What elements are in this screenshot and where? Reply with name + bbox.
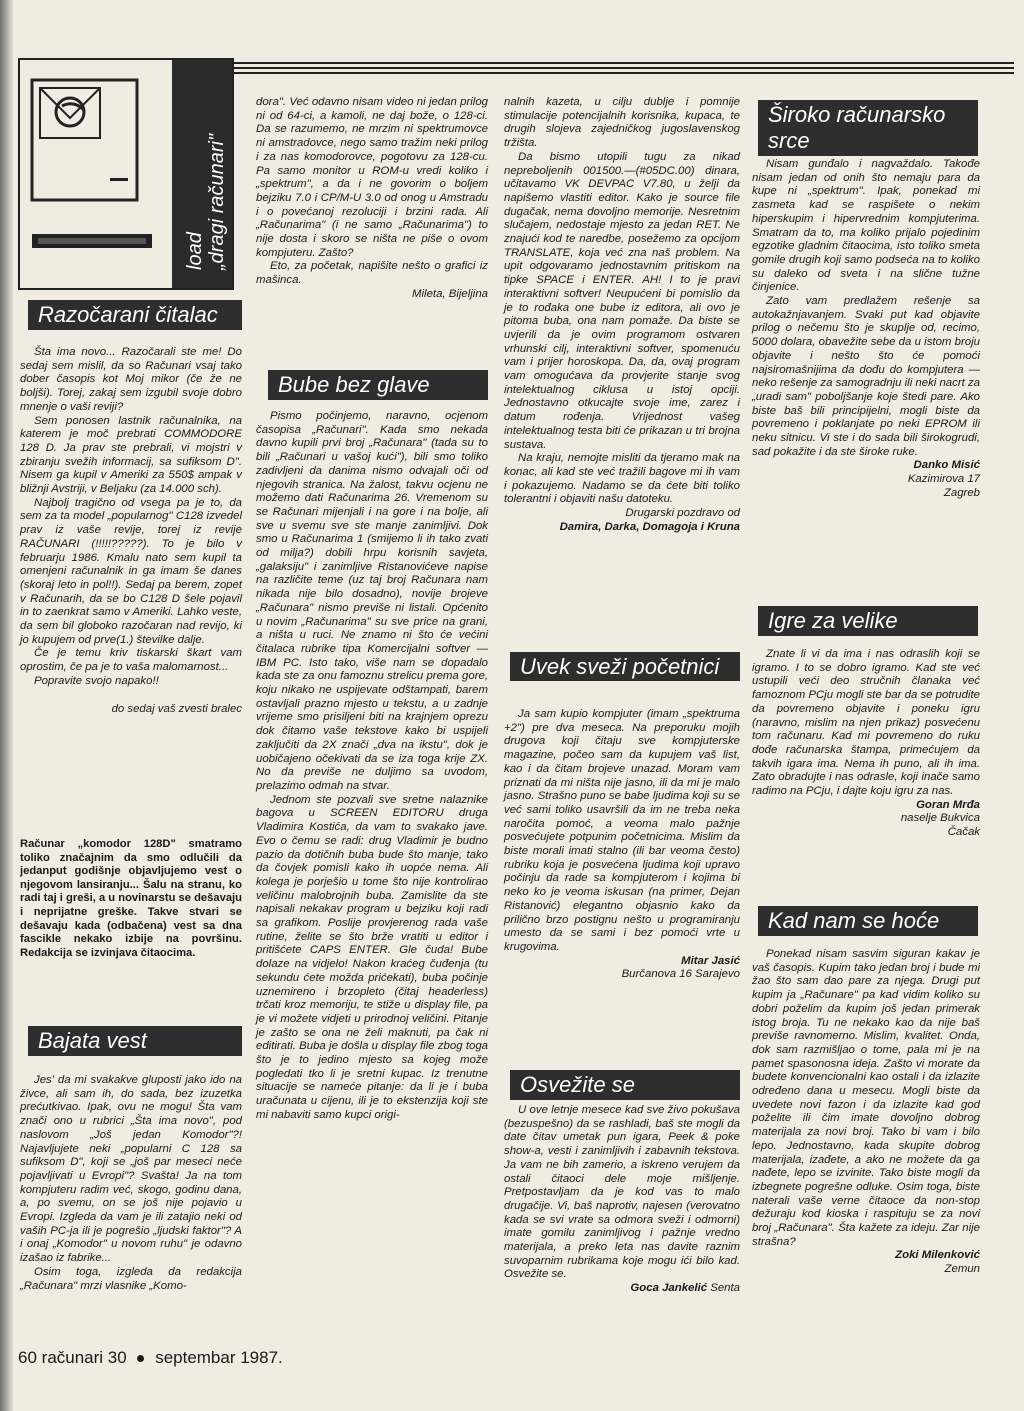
header-rule xyxy=(232,62,1014,74)
heading-kad-nam-se-hoce: Kad nam se hoće xyxy=(758,906,978,936)
signature-city: Senta xyxy=(710,1282,740,1295)
signature-city: Zemun xyxy=(944,1263,980,1276)
signature-address: Burčanova 16 Sarajevo xyxy=(621,968,740,981)
heading-igre-za-velike: Igre za velike xyxy=(758,606,978,636)
paragraph: Sem ponosen lastnik računalnika, na katerem je moč prebrati COMMODORE 128 D. Ja prav ste prebrali, vi mojstri v zbiranju svežih informacij, sa sufiksom D". Nisem ga kupil v Ameriki za 550$ ampak v bližnji Avstriji, v Beljaku (za 14.000 sch). xyxy=(20,414,242,496)
paragraph: Da bismo utopili tugu za nikad nepreboljenih 001500.—(#05DC.00) dinara, učitavamo VK DEVPAC V7.80, u želji da napišemo vlastiti editor. Kako je source file dugačak, nema dovoljno memorije. Nesretnim slučajem, nedostaje mjesto za jedan RET. Ne znajući kod te naredbe, posežemo za opcijom TRANSLATE, koja već zna naš problem. Na upit odgovaramo jednostavnim pritiskom na tipke SPACE i ENTER. AH! I to je pravi interaktivni softver! Neupućeni bi pomislio da je to rođaka one bube iz editora, ali ovo je pitoma buba, ona nam pomaže. Da biste se uvjerili da je ovim programom ostvaren vrhunski cilj, interaktivni softver, spomenuću vam i prijer horoskopa. Da, da, ovaj program vam omogućava da provjerite stanje svog intelektualnog ciklusa u istoj opciji. Jednostavno otkucajte svoje ime, zarez i datum rođenja. Vrijednost vašeg intelektualnog testa biti će prikazan u tri brojna sustava. xyxy=(504,150,740,451)
letter-kad-nam xyxy=(752,948,980,1277)
column-logo xyxy=(18,58,234,290)
paragraph: Znate li vi da ima i nas odraslih koji se igramo. I to se dobro igramo. Kad ste već ustupili veći deo stručnih članaka već famoznom PCju mogli ste bar da se potrudite da povremeno objavite i poneku igru (naravno, mislim na njen prikaz) posvećenu tom računaru. Kad mi povremeno do ruku dođe računarska štampa, primećujem da takvih igara ima. Nema ih puno, ali ih ima. Zato obradujte i nas odrasle, koji inače samo radimo na PCju, i dajte koju igru za nas. xyxy=(752,648,980,798)
signature: do sedaj vaš zvesti bralec xyxy=(111,702,242,715)
heading-bube-bez-glave: Bube bez glave xyxy=(268,370,488,400)
signature xyxy=(504,1282,740,1296)
paragraph: Najbolj tragično od vsega pa je to, da sem za ta model „popularnog" C128 izvedel prav iz vaše revije, torej iz revije RAČUNARI (!!!!!?????). To je bilo v februarju 1986. Kmalu nato sem kupil ta omenjeni računalnik in ga imam še danes (skoraj leto in pol!!). Sedaj pa berem, zopet v Računarih, da se bo C128 D šele pojavil in to zaenkrat samo v Ameriki. Lahko veste, da sem bil globoko razočaran nad revijo, ki jo kupujem od prve(1.) številke dalje. xyxy=(20,496,242,646)
paragraph: Osim toga, izgleda da redakcija „Računara" mrzi vlasnike „Komo- xyxy=(20,1265,242,1292)
signature: Damira, Darka, Domagoja i Kruna xyxy=(559,520,740,533)
paragraph: Jes' da mi svakakve gluposti jako ido na živce, ali sam ih, do sada, bez izuzetka prećutkivao. Ipak, ovu ne mogu! Šta vam znači ono u rubrici „Šta ima novo", pod naslovom „Još jedan Komodor"?! Najavljujete neki „popularni C 128 sa sufiksom D", koji se „još par meseci neće pojavljivati u Evropi"? Svašta! Ja na tom kompjuteru radim već, skogo, godinu dana, a, po svemu, on se još nije pojavio u Evropi. Izgleda da vam je ili zatajio neki od vaših PC-ja ili je pogrešio „ljudski faktor"? A i onaj „Komodor" u novom ruhu" je odavno izašao iz fabrike... xyxy=(20,1074,242,1265)
paragraph: Popravite svojo napako!! xyxy=(34,674,159,687)
paragraph: Ponekad nisam sasvim siguran kakav je vaš časopis. Kupim tako jedan broj i bude mi žao što sam dao pare za njega. Drugi put kupim ja „Računare" pa kad vidim koliko su dobri poželim da kupim još jedan primerak istog broja. Tu ne nekako kao da nije baš previše ravnomerno. Mislim, kvalitet. Onda, dok sam razmišljao o tome, pala mi je na pamet spasonosna ideja. Zašto vi morate da budete konvencionalni kao ostali i da izlazite određeno dana u mesecu. Mogli biste da uvedete novi fazon i da izlazite kad god poželite ili čim imate dovoljno dobrog materijala za novi broj. Tako bi vam i bilo lepo. Jednostavno, kada skupite dobrog materijala, izađete, a ako ne možete da ga nađete, lepo se izvinite. Tako biste mogli da izbegnete pogrešne odluke. Osim toga, biste naterali vaše verne čitaoce da non-stop dežuraju kod kioska i raspituju se za novi broj „Računara". Šta kažete za ideju. Zar nije strašna? xyxy=(752,948,980,1248)
letter-osvezite xyxy=(504,1104,740,1296)
paragraph: dora". Već odavno nisam video ni jedan prilog ni od 64-ci, a kamoli, ne daj bože, o 128-ci. Da se razumemo, ne mrzim ni spektrumovce ni amstradovce, nego samo tražim neki prilog i za nas komodorovce, pogotovu za 128-cu. Pa samo monitor u ROM-u vredi koliko i „spektrum", a da i ne govorim o boljem bejziku 7.0 i CP/M-U 3.0 od onog u Amstradu i o povećanoj rezoluciji i brzini rada. Ali „Računarima" (i ne samo „Računarima") to nije dosta i skoro se ništa ne piše o ovom kompjuteru. Zašto? xyxy=(256,96,488,259)
paragraph: Nisam gunđalo i nagvaždalo. Takođe nisam jedan od onih što nemaju para da kupe ni „spektrum". Ipak, ponekad mi zasmeta kad se raspišete o nekim hiperskupim i hipervrednim kompjuterima. Smatram da to, ma koliko prijalo pojedinim egzotike gladnim čitaocima, isto toliko smeta gomile drugih koji samo podseća na to koliko su daleko od sveta i na slične tužne činjenice. xyxy=(752,158,980,294)
letter-siroko xyxy=(752,158,980,501)
page-number: 60 xyxy=(18,1348,37,1367)
computer-envelope-icon xyxy=(22,62,172,286)
signature: Mitar Jasić xyxy=(681,954,740,967)
heading-osvezite-se: Osvežite se xyxy=(510,1070,740,1100)
paragraph: Jednom ste pozvali sve sretne nalaznike bagova u SCREEN EDITORU druga Vladimira Kostića, da vam to svakako jave. Evo o čemu se radi: drug Vladimir je budno pazio da dotičnih buba bude što manje, tako da čovjek pomisli kako ih uopće nema. Ali kolega je porješio u tome što nije kontrolirao veličinu malobrojnih buba. Zamislite da ste napisali nekakav program u bejziku koji radi sa grafikom. Poslije provjerenog rada vaše rutine, želite se što brže vratiti u editor i pritišćete CAPS ENTER. Gle čuda! Bube dolaze na vidjelo! Nakon kraćeg čuđenja (tu sekundu ćete možda prićekati), buba počinje uznemireno i brzopleto (čitaj headerless) trčati kroz memoriju, te stiže u display file, pa je vi možete vidjeti u prirodnoj veličini. Pitanje je zašto se ona ne želi maknuti, pa čak ni editirati. Buba je došla u display file zbog toga što je to jedino mjesto sa kojeg može pogledati tko li je sretni kupac. Iz trenutne situacije se nameće pitanje: da li je i buba uračunata u cijenu, ili je to ekstenzija koji ste mi nabaviti samo kupci origi- xyxy=(256,793,488,1121)
scan-edge xyxy=(0,0,14,1411)
signature-address: naselje Bukvica xyxy=(900,812,980,825)
paragraph: Ja sam kupio kompjuter (imam „spektruma +2") pre dva meseca. Na preporuku mojih drugova koji čitaju sve kompjuterske magazine, počeo sam da kupujem vaš list, kao i da čitam brojeve unazad. Moram vam priznati da mi ništa nije jasno, ili da mi je malo jasno. Strašno puno se babe ljudima koji su se već sami toliko usavršili da im ne treba neka naročita pomoć, a veoma malo pažnje posvećujete potpunim početnicima. Mislim da biste morali imati stalno (ili bar veoma često) rubriku koja je posvećena ljudima koji upravo počinju da rade sa kompjuterom i kojima bi neko ko je veoma iskusan (na primer, Dejan Ristanović) elegantno objasnio kako da prilično brzo postignu nešto u programiranju umesto da se sami i bez pomoći vrte u krugovima. xyxy=(504,708,740,953)
paragraph: Eto, za početak, napišite nešto o grafici iz mašinca. xyxy=(256,260,488,287)
signature-address: Kazimirova 17 xyxy=(907,473,980,486)
signature: Mileta, Bijeljina xyxy=(412,287,488,300)
signature: Danko Misić xyxy=(913,459,980,472)
column-2 xyxy=(256,96,488,302)
letter-uvek-svezi xyxy=(504,708,740,982)
letter-bube xyxy=(256,410,488,1123)
letter-razocarani xyxy=(20,346,242,716)
paragraph: Na kraju, nemojte misliti da tjeramo mak na konac, ali kad ste već tražili bagove mi ih vam i pokazujemo. Nadamo se da ćete biti toliko tolerantni i objaviti našu datoteku. xyxy=(504,452,740,506)
paragraph: Če je temu kriv tiskarski škart vam oprostim, če pa je to vaša malomarnost... xyxy=(20,647,242,674)
magazine-name: računari 30 xyxy=(41,1348,127,1367)
bullet-icon xyxy=(137,1355,144,1362)
paragraph: Pismo počinjemo, naravno, ocjenom časopisa „Računari". Kada smo nekada davno kupili prvi broj „Računara" (tada su to bili „Računari u vašoj kući"), bili smo toliko zadivljeni da danima nismo odvajali oči od njegovih stranica. Na žalost, takvu ocjenu ne možemo dati Računarima 26. Vremenom su se Računari mijenjali i na gore i na bolje, ali sve u svemu sve ste manje zanimljivi. Dok smo u Računarima 1 (smijemo li ih tako zvati od milja?) dobili hrpu korisnih savjeta, „galaksiju" i zanimljive Ristanovićeve napise na različite teme (uz taj broj Računara nam nikada nije bilo dosadno), novije brojeve „Računara" nismo previše ni listali. Općenito u novim „Računarima" su sve price na grani, a ništa u ruci. Ne znamo ni što će većini čitalaca rubrike tipa Komercijalni softver — IBM PC. Isto tako, više nam se dopadalo kada ste za onu famoznu strelicu prema gore, koju nikako ne uspijevate odštampati, barem ostavljali prazno mjesto u tekstu, a u zadnje vrijeme smo prisiljeni biti na krajnjem oprezu dok čitamo vaše tekstove kako bi uspijeli zaključiti da 2X znači „dva na ikstu", dok je uobičajeno očekivati da se iza toga krije ZX. No da previše ne duljimo sa uvodom, prelazimo odmah na stvar. xyxy=(256,410,488,792)
signature: Goran Mrđa xyxy=(916,798,980,811)
letter-igre xyxy=(752,648,980,840)
paragraph: nalnih kazeta, u cilju dublje i pomnije stimulacije potencijalnih korisnika, kupaca, te drugih slojeva zajedničkog jugoslavenskog tržišta. xyxy=(504,96,740,150)
signature-city: Čačak xyxy=(947,826,980,839)
paragraph: Zato vam predlažem rešenje sa autokažnjavanjem. Svaki put kad objavite prilog o nečemu što je skuplje od, recimo, 5000 dolara, obavežite sebe da u istom broju objavite i nešto što će pomoći najsiromašnijima da dođu do kompjutera — neko rešenje za samogradnju ili neki nacrt za „uradi sam" poboljšanje koje štedi pare. Ako biste baš bili principijelni, mogli biste da povremeno i poklanjate po neki EPROM ili neku sitnicu. Vi ste i do sada bili širokogrudi, sad pokažite i da ste široke ruke. xyxy=(752,295,980,458)
column-title: load „dragi računari" xyxy=(184,133,228,270)
letter-bajata xyxy=(20,1074,242,1293)
paragraph: U ove letnje mesece kad sve živo pokušava (bezuspešno) da se rashladi, baš ste mogli da date čitav umetak pun igara, Peek & poke show-a, vesti i zanimljivih i zabavnih tekstova. Ja vam ne bih zamerio, a iskreno verujem da ostali čitaoci dele moje mišljenje. Pretpostavljam da je kod vas to malo drugačije. Vi, baš naprotiv, najesen (verovatno kada se svi vrate sa odmora sveži i odmorni) imate gomilu zanimljivog i pažnje vredno materijala, a preko leta nas davite raznim suvoparnim rubrikama koje mogu ići bilo kad. Osvežite se. xyxy=(504,1104,740,1281)
heading-uvek-svezi xyxy=(510,652,740,681)
signature: Zoki Milenković xyxy=(895,1249,980,1262)
heading-razocarani-citalac: Razočarani čitalac xyxy=(28,300,242,330)
heading-siroko-srce: Široko računarsko srce xyxy=(758,100,978,156)
issue-date: septembar 1987. xyxy=(155,1348,283,1367)
heading-bajata-vest: Bajata vest xyxy=(28,1026,242,1056)
editor-note: Računar „komodor 128D" smatramo toliko značajnim da smo odlučili da jedanput godišnje objavljujemo vest o njegovom lansiranju... Šalu na stranu, ko radi taj i greši, a u novinarstu se dešavaju i neprijatne greške. Takve stvari se dešavaju kada (odbačena) vest sa dna fascikle nekako izbije na površinu. Redakcija se izvinjava čitaocima. xyxy=(20,838,242,959)
paragraph: Šta ima novo... Razočarali ste me! Do sedaj sem mislil, da so Računari vsaj tako dober časopis kot Moj mikor (če že ne boljši). Torej, zakaj sem izgubil svoje dobro mnenje o vaši reviji? xyxy=(20,346,242,413)
heading-text: Uvek sveži početnici xyxy=(520,654,720,679)
signature-name: Goca Jankelić xyxy=(630,1282,708,1295)
page-footer xyxy=(18,1348,283,1368)
signature-city: Zagreb xyxy=(943,486,980,499)
column-3 xyxy=(504,96,740,535)
paragraph: Drugarski pozdravo od xyxy=(625,507,740,520)
